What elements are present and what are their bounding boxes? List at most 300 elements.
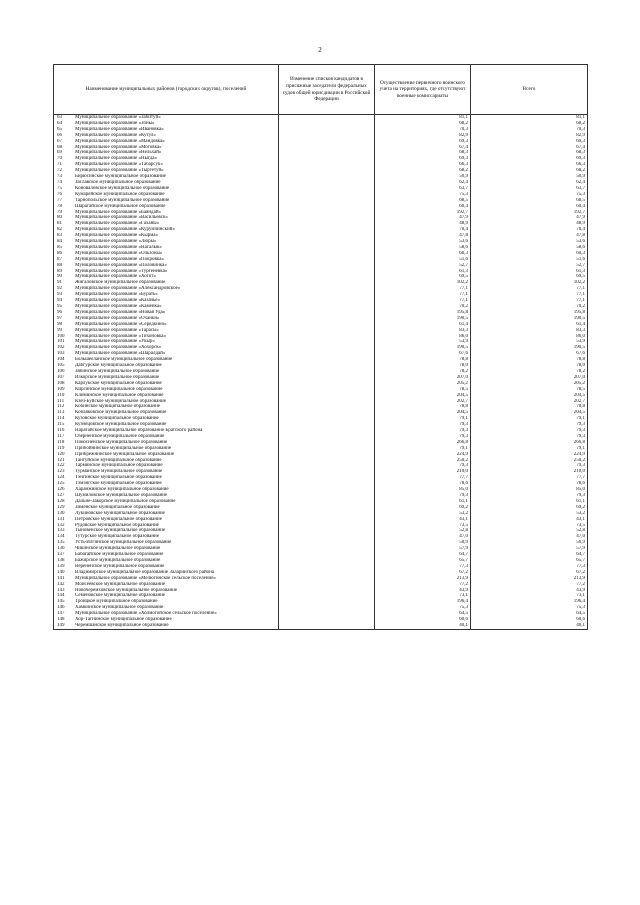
row-name: Троицкое муниципальное образование [75, 599, 158, 605]
row-military: 83,3 [375, 328, 471, 334]
row-number: 85 [57, 244, 62, 250]
table-header-row [54, 65, 588, 115]
row-military: 75,3 [375, 192, 471, 198]
row-military: 77,1 [375, 298, 471, 304]
row-number: 149 [57, 622, 65, 628]
row-number: 80 [57, 215, 62, 221]
row-number: 131 [57, 516, 65, 522]
row-military: 50,9 [375, 174, 471, 180]
row-total: 48,9 [471, 221, 588, 227]
row-name: Заславское муниципальное образование [75, 179, 161, 185]
subvention-table [53, 64, 588, 630]
row-number: 114 [57, 416, 65, 422]
row-military: 61,3 [375, 269, 471, 275]
row-military: 77,3 [375, 564, 471, 570]
row-number: 98 [57, 321, 62, 327]
row-name: Муниципальное образование «Гаханы» [75, 221, 160, 227]
row-number: 86 [57, 250, 62, 256]
row-number: 83 [57, 233, 62, 239]
row-number: 93 [57, 292, 62, 298]
row-total: 79,1 [471, 446, 588, 452]
row-name: Муниципальное образование «Бурать» [75, 292, 158, 298]
row-total: 77,7 [471, 475, 588, 481]
row-total: 70,3 [471, 127, 588, 133]
row-military: 79,3 [375, 428, 471, 434]
row-number: 88 [57, 262, 62, 268]
row-total: 60,6 [471, 617, 588, 623]
row-name: Муниципальное образование «Середкино» [75, 321, 167, 327]
row-name: Тарминское муниципальное образование [75, 463, 163, 469]
row-name: Киргинское муниципальное образование [75, 386, 163, 392]
row-number: 104 [57, 357, 65, 363]
row-military: 86,0 [375, 334, 471, 340]
row-name: Муниципальное образование «Ныгда» [75, 156, 158, 162]
row-military: 102,2 [375, 280, 471, 286]
row-name: Покосненское муниципальное образование [75, 439, 168, 445]
row-total: 190,5 [471, 345, 588, 351]
row-military: 60,3 [375, 251, 471, 257]
row-total: 78,6 [471, 481, 588, 487]
row-total: 77,1 [471, 292, 588, 298]
row-name: Тэмэнгское муниципальное образование [75, 481, 162, 487]
row-military: 79,3 [375, 463, 471, 469]
row-military: 73,5 [375, 523, 471, 529]
row-total: 63,7 [471, 186, 588, 192]
row-name: Хор-Тагнинское муниципальное образование [75, 617, 172, 623]
row-military: 70,3 [375, 127, 471, 133]
row-military: 250,2 [375, 458, 471, 464]
row-total: 43,9 [471, 588, 588, 594]
row-military: 43,9 [375, 588, 471, 594]
row-military: 40,1 [375, 623, 471, 629]
row-number: 95 [57, 304, 62, 309]
row-number: 143 [57, 587, 65, 593]
row-military: 47,0 [375, 534, 471, 540]
row-total: 61,1 [471, 499, 588, 505]
row-number: 120 [57, 451, 65, 457]
row-name: Тутурское муниципальное образование [75, 534, 159, 540]
row-total: 78,8 [471, 404, 588, 410]
row-name: Тэнгинское муниципальное образование [75, 475, 162, 481]
row-name: Бирюсинское муниципальное образование [75, 174, 166, 180]
row-number: 103 [57, 351, 65, 357]
row-number: 142 [57, 581, 65, 587]
row-total: 205,2 [471, 381, 588, 387]
row-name: Муниципальное образование «Каменка» [75, 304, 162, 309]
row-total: 69,5 [471, 274, 588, 280]
row-military: 69,2 [375, 505, 471, 511]
row-name: Муниципальное образование «Половинка» [75, 262, 167, 268]
row-military: 73,1 [375, 593, 471, 599]
row-total: 78,5 [471, 387, 588, 393]
row-name: Муниципальное образование «Хохорск» [75, 345, 162, 351]
row-total: 51,6 [471, 257, 588, 263]
row-total: 207,0 [471, 375, 588, 381]
row-military: 75,3 [375, 605, 471, 611]
row-name: Муниципальное образование «Ользоны» [75, 250, 163, 256]
row-number: 90 [57, 274, 62, 280]
row-name: Муниципальное образование «Кырма» [75, 233, 158, 239]
row-military: 65,7 [375, 558, 471, 564]
row-name: Карлукское муниципальное образование [75, 380, 162, 386]
row-total: 79,3 [471, 422, 588, 428]
row-name: Кобинское муниципальное образование [75, 404, 160, 410]
row-name: Большееланское муниципальное образование [75, 357, 173, 363]
row-military: 68,5 [375, 198, 471, 204]
row-military: 60,6 [375, 617, 471, 623]
row-total: 73,5 [471, 523, 588, 529]
row-name: Муниципальное образование «Нельхай» [75, 150, 162, 156]
row-number: 105 [57, 363, 65, 369]
row-total: 78,2 [471, 369, 588, 375]
row-military: 68,2 [375, 168, 471, 174]
row-number: 73 [57, 174, 62, 180]
row-number: 96 [57, 309, 62, 315]
row-name: Озерненское муниципальное образование [75, 433, 165, 439]
row-name: Прибрежнинское муниципальное образование [75, 451, 175, 457]
row-number: 130 [57, 510, 65, 516]
row-total: 75,3 [471, 605, 588, 611]
row-name: Зябинское муниципальное образование [75, 368, 160, 374]
row-number: 108 [57, 380, 65, 386]
row-name: Чикинское муниципальное образование [75, 546, 161, 552]
row-number: 66 [57, 132, 62, 138]
row-total: 43,1 [471, 517, 588, 523]
row-military: 224,9 [375, 452, 471, 458]
row-name: Тыновенское муниципальное образование [75, 528, 166, 534]
row-name: Лукиновское муниципальное образование [75, 510, 165, 516]
row-military: 69,5 [375, 274, 471, 280]
row-total: 62,4 [471, 180, 588, 186]
row-military: 69,3 [375, 156, 471, 162]
row-name: Турманское муниципальное образование [75, 469, 163, 475]
row-number: 101 [57, 339, 65, 345]
row-number: 110 [57, 392, 65, 398]
row-number: 92 [57, 286, 62, 292]
row-name: Кобляковское муниципальное образование [75, 410, 167, 416]
row-number: 79 [57, 209, 62, 215]
row-number: 141 [57, 575, 65, 581]
row-name: Муниципальное образование «Табарсук» [75, 162, 163, 168]
row-number: 115 [57, 422, 65, 428]
row-name: Прибойнинское муниципальное образование [75, 445, 172, 451]
row-name: Жигаловское муниципальное образование [75, 280, 166, 286]
row-name: Муниципальное образование «Тыргетуй» [75, 168, 164, 174]
row-military: 210,0 [375, 469, 471, 475]
row-number: 100 [57, 333, 65, 339]
row-military: 205,2 [375, 381, 471, 387]
row-military: 43,1 [375, 517, 471, 523]
row-military: 266,8 [375, 440, 471, 446]
row-military: 196,4 [375, 599, 471, 605]
row-military: 47,8 [375, 233, 471, 239]
row-total: 47,0 [471, 534, 588, 540]
row-number: 77 [57, 197, 62, 203]
row-military: 64,7 [375, 552, 471, 558]
row-military: 61,1 [375, 499, 471, 505]
row-total: 50,9 [471, 174, 588, 180]
row-military: 78,8 [375, 404, 471, 410]
row-number: 109 [57, 386, 65, 392]
row-total: 67,4 [471, 145, 588, 151]
row-number: 132 [57, 522, 65, 528]
row-name: Тарнопольское муниципальное образование [75, 197, 170, 203]
row-total: 224,9 [471, 452, 588, 458]
row-military: 204,5 [375, 393, 471, 399]
row-total: 79,3 [471, 493, 588, 499]
row-military: 192,7 [375, 210, 471, 216]
row-name: Муниципальное образование «Ивановка» [75, 126, 164, 132]
row-number: 127 [57, 493, 65, 498]
row-name: Верененское муниципальное образование [75, 563, 165, 569]
row-total: 69,3 [471, 139, 588, 145]
row-total: 83,3 [471, 328, 588, 334]
table-row [54, 623, 588, 629]
row-military: 79,3 [375, 434, 471, 440]
row-total: 77,2 [471, 582, 588, 588]
row-number: 107 [57, 374, 65, 380]
row-total: 52,8 [471, 528, 588, 534]
row-number: 146 [57, 605, 65, 611]
row-total: 78,0 [471, 363, 588, 369]
row-number: 113 [57, 410, 65, 416]
row-military: 207,0 [375, 375, 471, 381]
row-number: 89 [57, 268, 62, 274]
row-number: 144 [57, 593, 65, 599]
row-number: 67 [57, 138, 62, 144]
row-number: 91 [57, 280, 62, 286]
row-number: 65 [57, 126, 62, 132]
row-total: 66,3 [471, 162, 588, 168]
row-number: 135 [57, 540, 65, 546]
row-name: Хамкинское муниципальное образование [75, 605, 164, 611]
row-total: 79,1 [471, 416, 588, 422]
row-military: 81,1 [375, 115, 471, 121]
row-military: 77,2 [375, 582, 471, 588]
row-total: 82,9 [471, 133, 588, 139]
row-name: Муниципальное образование «Мандовка» [75, 138, 165, 144]
row-total: 204,5 [471, 410, 588, 416]
row-number: 72 [57, 168, 62, 174]
row-total: 68,2 [471, 121, 588, 127]
row-total: 67,2 [471, 570, 588, 576]
row-total: 69,2 [471, 505, 588, 511]
row-name: Кузовское муниципальное образование [75, 416, 159, 422]
row-name: Муниципальное образование «Хогот» [75, 274, 156, 280]
row-total: 78,8 [471, 357, 588, 363]
row-name: Муниципальное образование «Баяндай» [75, 209, 161, 215]
row-military: 60,4 [375, 204, 471, 210]
row-number: 82 [57, 227, 62, 233]
row-number: 63 [57, 115, 62, 120]
row-military: 53,2 [375, 511, 471, 517]
row-number: 126 [57, 487, 65, 493]
row-total: 204,5 [471, 393, 588, 399]
row-total: 79,3 [471, 428, 588, 434]
row-number: 64 [57, 120, 62, 126]
row-number: 69 [57, 150, 62, 156]
row-name: Муниципальное образование «Люры» [75, 239, 157, 245]
row-name: Дальне-Закорское муниципальное образование [75, 498, 176, 504]
row-total: 85,0 [471, 487, 588, 493]
row-number: 87 [57, 256, 62, 262]
row-total: 196,4 [471, 599, 588, 605]
row-military: 58,6 [375, 245, 471, 251]
row-number: 139 [57, 563, 65, 569]
row-name: Харанжинское муниципальное образование [75, 487, 169, 493]
row-total: 58,6 [471, 245, 588, 251]
row-number: 106 [57, 368, 65, 374]
row-total: 250,2 [471, 458, 588, 464]
row-name: Черемшанское муниципальное образование [75, 622, 169, 628]
row-name: Муниципальное образование «Забитуй» [75, 115, 161, 120]
row-military: 202,7 [375, 399, 471, 405]
row-total: 69,3 [471, 156, 588, 162]
row-total: 81,1 [471, 115, 588, 121]
row-military: 62,4 [375, 180, 471, 186]
row-name: Петровское муниципальное образование [75, 516, 162, 522]
row-total: 202,7 [471, 399, 588, 405]
row-name: Шумиловское муниципальное образование [75, 493, 168, 498]
row-number: 119 [57, 445, 65, 451]
row-total: 68,2 [471, 168, 588, 174]
row-total: 40,1 [471, 623, 588, 629]
row-name: Муниципальное образование «Моговка» [75, 144, 162, 150]
row-name: Бабагайское муниципальное образование [75, 552, 164, 558]
row-military: 190,5 [375, 345, 471, 351]
row-military: 70,2 [375, 304, 471, 310]
row-total: 47,8 [471, 233, 588, 239]
row-total: 57,9 [471, 546, 588, 552]
row-military: 66,3 [375, 162, 471, 168]
row-name: Изкорское муниципальное образование [75, 374, 160, 380]
row-number: 78 [57, 203, 62, 209]
row-total: 65,7 [471, 558, 588, 564]
row-total: 213,9 [471, 576, 588, 582]
row-military: 53,6 [375, 239, 471, 245]
row-military: 68,2 [375, 121, 471, 127]
row-total: 64,5 [471, 611, 588, 617]
row-number: 71 [57, 162, 62, 168]
row-military: 48,9 [375, 221, 471, 227]
row-name: Муниципальное образование «Кутул» [75, 132, 156, 138]
row-military: 82,9 [375, 133, 471, 139]
page-number: 2 [318, 46, 322, 54]
row-number: 116 [57, 428, 65, 434]
header-jury-lists: Изменение списков кандидатов в присяжные заседатели федеральных судов общей юрисдикции в Российской Федерации [279, 65, 375, 115]
row-military: 77,7 [375, 475, 471, 481]
row-number: 99 [57, 327, 62, 333]
row-total: 53,6 [471, 239, 588, 245]
row-name: Муниципальное образование «Укыр» [75, 339, 155, 345]
row-military: 79,3 [375, 493, 471, 499]
row-total: 64,7 [471, 552, 588, 558]
row-military: 78,2 [375, 369, 471, 375]
row-total: 68,3 [471, 150, 588, 156]
row-total: 195,8 [471, 310, 588, 316]
row-total: 86,0 [471, 334, 588, 340]
row-military: 67,6 [375, 351, 471, 357]
row-total: 79,3 [471, 463, 588, 469]
row-total: 75,3 [471, 192, 588, 198]
row-name: Владимирское муниципальное образование Заларинского района [75, 569, 215, 575]
row-name: Кумарейское муниципальное образование [75, 191, 165, 197]
row-number: 112 [57, 404, 65, 410]
row-military: 50,9 [375, 540, 471, 546]
row-total: 190,5 [471, 316, 588, 322]
row-total: 70,4 [471, 227, 588, 233]
row-military: 213,9 [375, 576, 471, 582]
row-number: 129 [57, 504, 65, 510]
row-name: Муниципальное образование «Оханки» [75, 315, 160, 321]
row-number: 133 [57, 528, 65, 534]
row-name: Муниципальное образование «Тихоновка» [75, 333, 167, 339]
row-total: 50,9 [471, 540, 588, 546]
row-military: 68,3 [375, 150, 471, 156]
row-name: Муниципальное образование «Покровка» [75, 256, 164, 262]
row-total: 53,9 [471, 339, 588, 345]
row-military: 63,7 [375, 186, 471, 192]
row-total: 77,1 [471, 298, 588, 304]
row-total: 210,0 [471, 469, 588, 475]
row-number: 123 [57, 469, 65, 475]
row-military: 47,9 [375, 215, 471, 221]
row-number: 145 [57, 599, 65, 605]
row-total: 52,7 [471, 263, 588, 269]
row-military: 190,5 [375, 316, 471, 322]
row-name: Семеновское муниципальное образование [75, 593, 166, 599]
row-name: Муниципальное образование «Зоны» [75, 120, 155, 126]
row-military: 77,1 [375, 286, 471, 292]
row-name: Муниципальное образование «Мелюгинское сельское поселение» [75, 575, 216, 581]
header-name: Наименование муниципальных районов (городских округов), поселений [54, 65, 279, 115]
row-name: Муниципальное образование «Холмогойское сельское поселение» [75, 611, 217, 617]
row-number: 84 [57, 239, 62, 245]
row-number: 111 [57, 398, 65, 404]
row-military: 78,6 [375, 481, 471, 487]
row-total: 79,3 [471, 434, 588, 440]
row-name: Наратайское муниципальное образование Братского района [75, 428, 203, 434]
row-name: Усть-Илгинское муниципальное образование [75, 540, 172, 546]
row-name: Муниципальное образование «Новая Уда» [75, 309, 166, 315]
row-number: 121 [57, 457, 65, 463]
row-name: Новочеремховское муниципальное образование [75, 587, 178, 593]
row-name: Рудовское муниципальное образование [75, 522, 159, 528]
row-name: Моисеевское муниципальное образование [75, 581, 166, 587]
row-number: 117 [57, 433, 65, 439]
row-total: 102,2 [471, 280, 588, 286]
row-name: Муниципальное образование «Курумчинский» [75, 227, 175, 233]
table-body [54, 115, 588, 630]
row-military: 64,5 [375, 611, 471, 617]
row-military: 51,6 [375, 257, 471, 263]
row-name: Муниципальное образование «Тарасы» [75, 327, 159, 333]
row-number: 102 [57, 345, 65, 351]
row-total: 77,1 [471, 286, 588, 292]
row-number: 70 [57, 156, 62, 162]
row-total: 68,5 [471, 198, 588, 204]
row-name: Муниципальное образование «Александровское» [75, 286, 181, 292]
row-military: 70,4 [375, 227, 471, 233]
row-name: Муниципальное образование «Казачье» [75, 298, 160, 304]
row-name: Шарагайское муниципальное образование [75, 203, 166, 209]
row-number: 76 [57, 191, 62, 197]
row-military: 79,1 [375, 416, 471, 422]
row-military: 195,8 [375, 310, 471, 316]
row-total: 192,7 [471, 210, 588, 216]
row-number: 74 [57, 179, 62, 185]
row-total: 60,3 [471, 251, 588, 257]
